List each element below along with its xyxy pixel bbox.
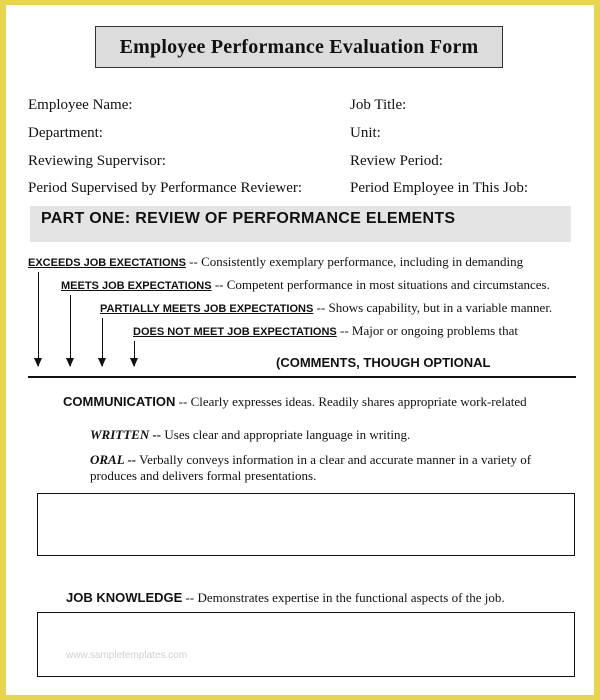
legend-does-not-meet-text: -- Major or ongoing problems that [336,323,518,338]
job-knowledge-line [66,590,505,606]
part-one-heading: PART ONE: REVIEW OF PERFORMANCE ELEMENTS [41,210,456,227]
arrow-down-icon [38,272,39,366]
written-key: WRITTEN -- [90,427,162,442]
unit-label: Unit: [350,125,381,141]
legend-partially-text: -- Shows capability, but in a variable manner. [313,300,553,315]
employee-name-label: Employee Name: [28,97,133,113]
oral-line [90,452,531,468]
communication-text: -- Clearly expresses ideas. Readily shares appropriate work-related [175,394,527,409]
written-text: Uses clear and appropriate language in writing. [161,427,411,442]
legend-exceeds-text: -- Consistently exemplary performance, including in demanding [185,254,524,269]
oral-line-2: produces and delivers formal presentations. [90,468,317,483]
legend-partially [100,300,552,317]
legend-meets [61,277,550,294]
part-one-bar [30,206,571,242]
legend-meets-text: -- Competent performance in most situations and circumstances. [211,277,550,292]
watermark: www.sampletemplates.com [66,650,188,661]
arrow-down-icon [134,341,135,366]
form-title-box [95,26,503,68]
job-knowledge-comments-box[interactable] [37,612,575,677]
legend-meets-key: MEETS JOB EXPECTATIONS [61,280,212,292]
arrow-down-icon [102,318,103,366]
department-label: Department: [28,125,103,141]
job-knowledge-text: -- Demonstrates expertise in the functional aspects of the job. [182,590,505,605]
legend-exceeds-key: EXCEEDS JOB EXECTATIONS [28,257,186,269]
comments-label: (COMMENTS, THOUGH OPTIONAL [276,355,491,370]
divider [28,376,576,378]
legend-exceeds [28,254,523,271]
oral-key: ORAL -- [90,452,137,467]
communication-comments-box[interactable] [37,493,575,556]
job-title-label: Job Title: [350,97,407,113]
communication-line [63,394,527,410]
review-period-label: Review Period: [350,153,443,169]
job-knowledge-key: JOB KNOWLEDGE [66,590,183,605]
form-page [6,5,594,695]
period-employee-label: Period Employee in This Job: [350,180,529,196]
oral-text: Verbally conveys information in a clear and accurate manner in a variety of [136,452,532,467]
communication-key: COMMUNICATION [63,394,176,409]
legend-partially-key: PARTIALLY MEETS JOB EXPECTATIONS [100,303,314,315]
legend-does-not-meet-key: DOES NOT MEET JOB EXPECTATIONS [133,326,337,338]
arrow-down-icon [70,295,71,366]
reviewing-supervisor-label: Reviewing Supervisor: [28,153,166,169]
written-line [90,427,410,443]
legend-does-not-meet [133,323,518,340]
form-title: Employee Performance Evaluation Form [119,35,479,58]
period-supervised-label: Period Supervised by Performance Reviewer: [28,180,303,196]
